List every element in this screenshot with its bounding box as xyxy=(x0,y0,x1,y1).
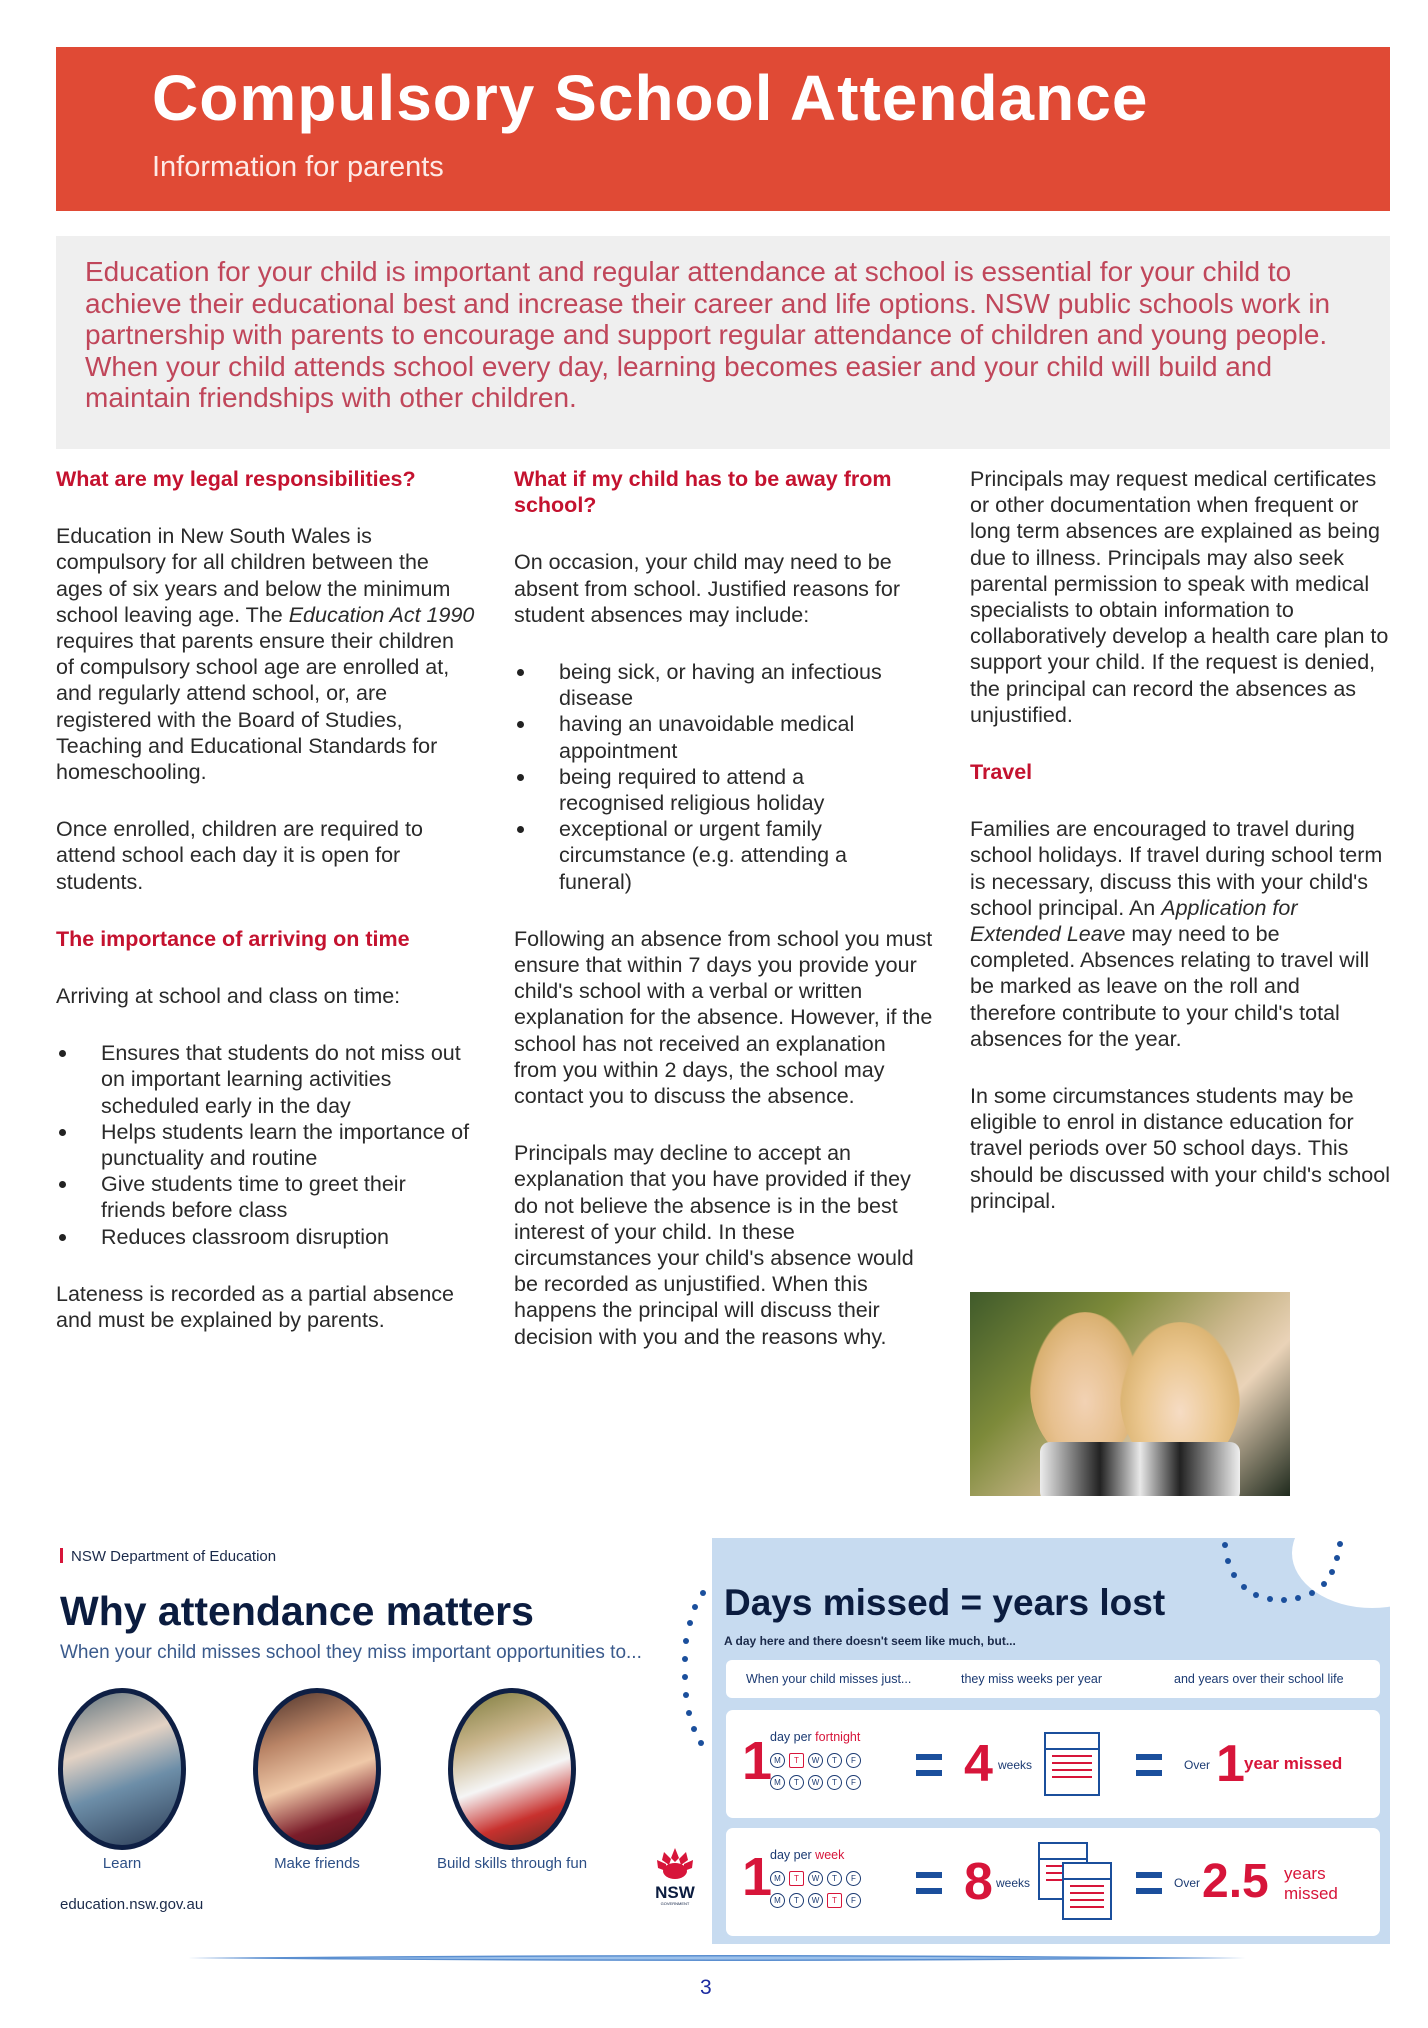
intro-box xyxy=(56,236,1390,449)
days-missed-panel xyxy=(712,1538,1390,1944)
list-item: Give students time to greet their friends before class xyxy=(56,1171,476,1223)
count-value: 1 xyxy=(742,1731,773,1791)
arriving-list xyxy=(56,1040,476,1250)
decline-paragraph: Principals may decline to accept an explanation that you have provided if they do not believe the absence is in the best interest of your child. In these circumstances your child's absence would be recorded as unjustified. When this happens the principal will discuss their decision with you and the reasons why. xyxy=(514,1141,914,1349)
equals-icon xyxy=(1136,1754,1162,1776)
week-day-icons xyxy=(770,1890,865,1908)
medical-paragraph: Principals may request medical certificates or other documentation when frequent or long term absences are explained as being due to illness. Principals may also seek parental permission to speak with medical specialists to obtain information to collaboratively develop a health care plan to support your child. If the request is denied, the principal can record the absences as unjustified. xyxy=(970,467,1389,727)
years-value: 1 xyxy=(1216,1735,1245,1793)
day-icon: W xyxy=(808,1871,823,1886)
years-value: 2.5 xyxy=(1202,1855,1269,1908)
heading-legal-responsibilities: What are my legal responsibilities? xyxy=(56,467,416,491)
day-icon: F xyxy=(846,1753,861,1768)
list-item: Ensures that students do not miss out on important learning activities scheduled early in the day xyxy=(56,1040,476,1119)
page-subtitle: Information for parents xyxy=(152,151,444,183)
day-icon: T xyxy=(827,1775,842,1790)
intro-text: Education for your child is important and regular attendance at school is essential for your child to achieve their educational best and increase their career and life options. NSW public schools work in partnership with parents to encourage and support regular attendance of children and young people. When your child attends school every day, learning becomes easier and your child will build and maintain friendships with other children. xyxy=(85,256,1331,413)
infographic-subtitle: When your child misses school they miss important opportunities to... xyxy=(60,1642,642,1663)
list-item: Helps students learn the importance of punctuality and routine xyxy=(56,1119,476,1171)
missed-day-icon: T xyxy=(827,1893,842,1908)
day-icon: F xyxy=(846,1893,861,1908)
panel-title: Days missed = years lost xyxy=(724,1582,1166,1623)
label-build-skills: Build skills through fun xyxy=(436,1855,588,1872)
dotted-arc-decoration xyxy=(1217,1538,1387,1618)
list-item: exceptional or urgent family circumstance (e.g. attending a funeral) xyxy=(514,816,904,895)
heading-away-from-school: What if my child has to be away from school? xyxy=(514,467,892,518)
fortnight-row xyxy=(726,1710,1380,1818)
header-weeks: they miss weeks per year xyxy=(961,1672,1103,1686)
years-label: year missed xyxy=(1244,1754,1343,1773)
legal-paragraph: Education in New South Wales is compulsory for all children between the ages of six years and below the minimum school leaving age. The Education Act 1990 requires that parents ensure their children of compulsory school age are enrolled at, and regularly attend school, or, are registered with the Board of Studies, Teaching and Educational Standards for homeschooling. xyxy=(56,524,475,785)
day-icon: T xyxy=(827,1753,842,1768)
page-title: Compulsory School Attendance xyxy=(152,62,1149,134)
arriving-intro: Arriving at school and class on time: xyxy=(56,984,401,1009)
equals-icon xyxy=(916,1754,942,1776)
equals-icon xyxy=(916,1872,942,1894)
missed-day-icon: T xyxy=(789,1871,804,1886)
count-value: 1 xyxy=(742,1847,773,1907)
away-intro: On occasion, your child may need to be absent from school. Justified reasons for student absences may include: xyxy=(514,550,900,627)
lateness-paragraph: Lateness is recorded as a partial absence and must be explained by parents. xyxy=(56,1281,454,1333)
weeks-value: 4 xyxy=(964,1735,993,1793)
years-label: years xyxy=(1284,1864,1326,1883)
learn-photo xyxy=(58,1688,186,1850)
list-item: being required to attend a recognised religious holiday xyxy=(514,764,904,816)
enrolled-paragraph: Once enrolled, children are required to attend school each day it is open for students. xyxy=(56,817,423,894)
weeks-value: 8 xyxy=(964,1853,993,1911)
two-children-hugging-photo xyxy=(970,1292,1290,1496)
list-item: Reduces classroom disruption xyxy=(56,1224,476,1250)
heading-arriving-on-time: The importance of arriving on time xyxy=(56,926,410,951)
day-icon: T xyxy=(827,1871,842,1886)
explanation-paragraph: Following an absence from school you must ensure that within 7 days you provide your child's school with a verbal or written explanation for the absence. However, if the school has not received an explanation from you within 2 days, the school may contact you to discuss the absence. xyxy=(514,926,933,1109)
list-item: being sick, or having an infectious disease xyxy=(514,659,904,711)
day-icon: W xyxy=(808,1775,823,1790)
header-years: and years over their school life xyxy=(1174,1672,1344,1686)
title-banner xyxy=(56,47,1390,211)
weeks-label: weeks xyxy=(996,1876,1031,1890)
dept-label: NSW Department of Education xyxy=(60,1548,276,1565)
column-travel xyxy=(970,466,1390,1214)
list-item: having an unavoidable medical appointment xyxy=(514,711,904,763)
frequency-label: day per fortnight xyxy=(770,1730,861,1744)
week-day-icons xyxy=(770,1750,865,1768)
label-make-friends: Make friends xyxy=(274,1855,360,1872)
footer-divider xyxy=(188,1955,1246,1961)
column-away xyxy=(514,466,934,1381)
day-icon: W xyxy=(808,1753,823,1768)
day-icon: M xyxy=(770,1775,785,1790)
day-icon: F xyxy=(846,1871,861,1886)
travel-paragraph: Families are encouraged to travel during school holidays. If travel during school term is necessary, discuss this with your child's school principal. An Application for Extended Leave may need to be completed. Absences relating to travel will be marked as leave on the roll and therefore contribute to your child's total absences for the year. xyxy=(970,817,1383,1051)
over-label: Over xyxy=(1174,1876,1201,1890)
week-day-icons xyxy=(770,1772,865,1790)
infographic-title: Why attendance matters xyxy=(60,1588,534,1634)
missed-day-icon: T xyxy=(789,1753,804,1768)
heading-travel: Travel xyxy=(970,760,1033,785)
calendar-icon xyxy=(1044,1732,1100,1796)
nsw-government-logo: NSW GOVERNMENT xyxy=(654,1846,696,1906)
day-icon: M xyxy=(770,1893,785,1908)
panel-header-row xyxy=(726,1660,1380,1698)
day-icon: W xyxy=(808,1893,823,1908)
header-misses: When your child misses just... xyxy=(746,1672,912,1686)
dotted-arc-decoration xyxy=(668,1590,708,1750)
website-url: education.nsw.gov.au xyxy=(60,1896,204,1913)
waratah-icon xyxy=(654,1846,696,1880)
column-legal xyxy=(56,466,476,1364)
day-icon: M xyxy=(770,1871,785,1886)
panel-subtitle: A day here and there doesn't seem like much, but... xyxy=(724,1634,1016,1648)
frequency-label: day per week xyxy=(770,1848,845,1862)
red-bar-icon xyxy=(60,1548,63,1563)
day-icon: F xyxy=(846,1775,861,1790)
day-icon: T xyxy=(789,1775,804,1790)
over-label: Over xyxy=(1184,1758,1211,1772)
week-day-icons xyxy=(770,1868,865,1886)
build-skills-photo xyxy=(448,1688,576,1850)
weeks-label: weeks xyxy=(998,1758,1033,1772)
missed-label: missed xyxy=(1284,1884,1338,1903)
week-row xyxy=(726,1828,1380,1936)
justified-reasons-list xyxy=(514,659,904,895)
calendar-icon xyxy=(1062,1862,1112,1920)
day-icon: T xyxy=(789,1893,804,1908)
make-friends-photo xyxy=(253,1688,381,1850)
label-learn: Learn xyxy=(102,1855,142,1872)
day-icon: M xyxy=(770,1753,785,1768)
page-number: 3 xyxy=(700,1976,712,1999)
equals-icon xyxy=(1136,1872,1162,1894)
distance-education-paragraph: In some circumstances students may be eligible to enrol in distance education for travel periods over 50 school days. This should be discussed with your child's school principal. xyxy=(970,1084,1390,1213)
